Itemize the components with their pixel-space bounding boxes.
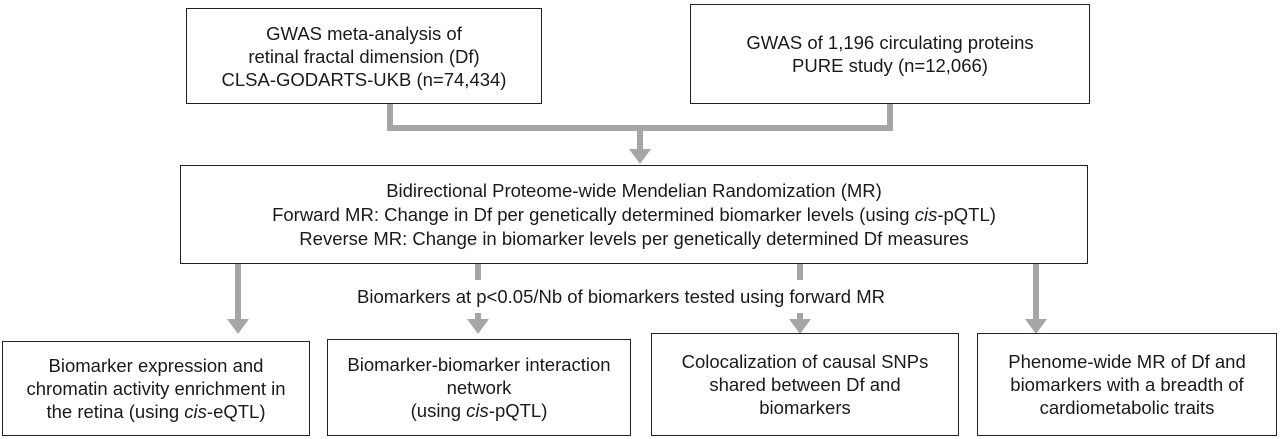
central-line-3: Reverse MR: Change in biomarker levels per genetically determined Df measures bbox=[299, 227, 969, 249]
arrow-head-output-1 bbox=[227, 319, 249, 334]
source-left-line-1: GWAS meta-analysis of bbox=[266, 22, 462, 44]
output-1-line-3 bbox=[46, 400, 265, 423]
central-line-2-text: Forward MR: Change in Df per genetically determined biomarker levels (using bbox=[272, 203, 915, 225]
output-4-line-3: cardiometabolic traits bbox=[1039, 397, 1215, 418]
output-2-line-2: network bbox=[446, 377, 512, 398]
arrow-head-output-3 bbox=[789, 319, 811, 334]
output-3-line-3: biomarkers bbox=[759, 397, 851, 418]
output-1-line-1: Biomarker expression and bbox=[48, 355, 264, 376]
output-2-line-3-suffix: -pQTL) bbox=[488, 400, 548, 421]
merge-arrow-head bbox=[629, 149, 651, 164]
merge-connector bbox=[390, 104, 890, 128]
output-3-line-1: Colocalization of causal SNPs bbox=[681, 351, 929, 372]
output-4-line-1: Phenome-wide MR of Df and bbox=[1008, 351, 1246, 372]
central-line-1: Bidirectional Proteome-wide Mendelian Randomization (MR) bbox=[386, 179, 882, 201]
source-right-line-2: PURE study (n=12,066) bbox=[792, 55, 988, 76]
source-box-retinal-gwas bbox=[186, 8, 542, 104]
arrow-head-output-2 bbox=[467, 319, 489, 334]
output-3-line-2: shared between Df and bbox=[709, 374, 901, 395]
source-left-line-3: CLSA-GODARTS-UKB (n=74,434) bbox=[221, 68, 507, 90]
output-2-line-1: Biomarker-biomarker interaction bbox=[347, 354, 611, 375]
central-line-2-suffix: -pQTL) bbox=[937, 203, 996, 225]
output-box-phenome-wide-mr bbox=[977, 333, 1277, 436]
output-1-line-2: chromatin activity enrichment in bbox=[26, 378, 286, 399]
output-box-retina-enrichment bbox=[2, 341, 310, 436]
arrow-head-output-4 bbox=[1025, 319, 1047, 334]
output-1-line-3-text: the retina (using bbox=[46, 401, 185, 422]
threshold-note: Biomarkers at p<0.05/Nb of biomarkers tested using forward MR bbox=[353, 285, 889, 308]
output-2-line-3-italic: cis bbox=[466, 400, 489, 421]
output-box-colocalization bbox=[651, 333, 959, 436]
source-box-protein-gwas bbox=[690, 4, 1090, 104]
output-box-interaction-network bbox=[327, 339, 631, 436]
central-line-2-italic: cis bbox=[914, 203, 938, 225]
source-right-line-1: GWAS of 1,196 circulating proteins bbox=[746, 32, 1034, 53]
output-2-line-3 bbox=[411, 399, 548, 422]
output-1-line-3-italic: cis bbox=[184, 401, 207, 422]
central-box-mendelian-randomization bbox=[180, 165, 1088, 264]
source-left-line-2: retinal fractal dimension (Df) bbox=[248, 45, 480, 67]
output-2-line-3-text: (using bbox=[410, 400, 467, 421]
central-line-2 bbox=[272, 203, 996, 227]
output-4-line-2: biomarkers with a breadth of bbox=[1010, 374, 1244, 395]
output-1-line-3-suffix: -eQTL) bbox=[206, 401, 266, 422]
